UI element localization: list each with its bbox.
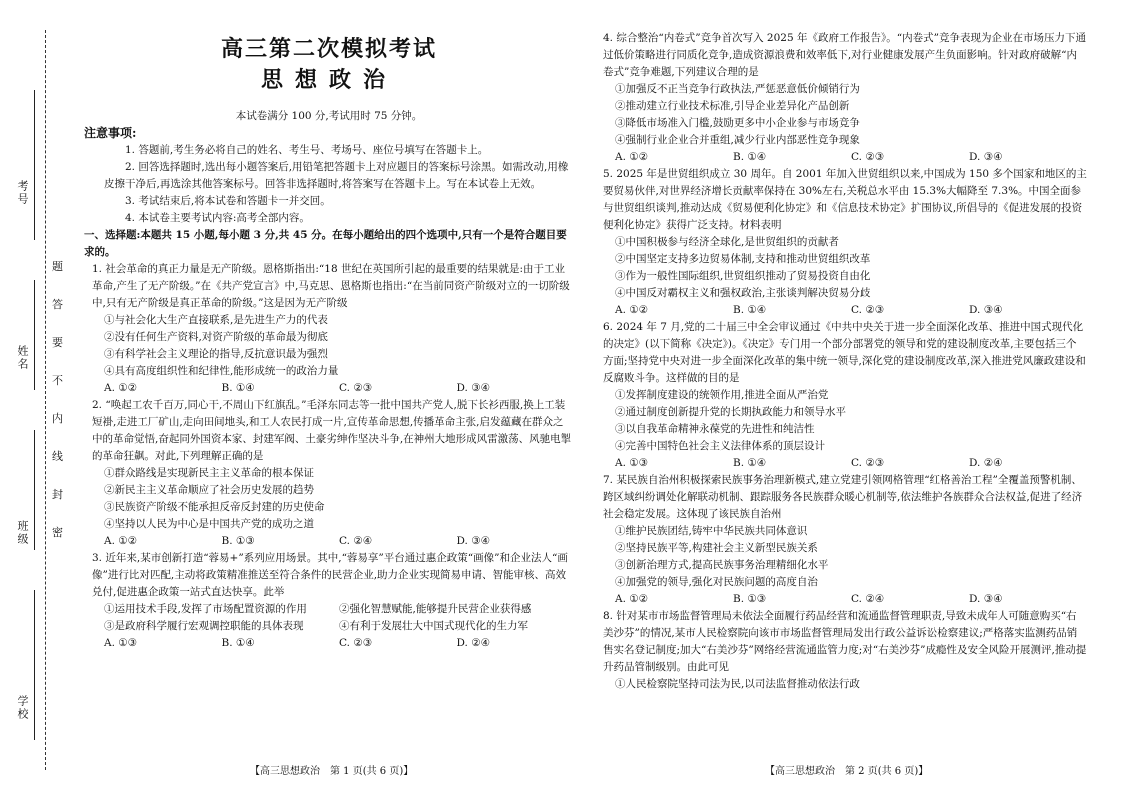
notice-item: 4. 本试卷主要考试内容:高考全部内容。 xyxy=(125,212,310,224)
choice-b: B. ①③ xyxy=(221,535,255,547)
banji-blank xyxy=(34,430,35,550)
question-6 xyxy=(595,319,1087,472)
question-stem: 1. 社会革命的真正力量是无产阶级。恩格斯指出:“18 世纪在英国所引起的最重要的结果就是:由于工业革命,产生了无产阶级。”在《共产党宣言》中,马克思、恩格斯也指出:“在当前同资产阶级对立的一切阶级中,只有无产阶级是真正革命的阶级。”这是因为无产阶级 xyxy=(92,263,570,309)
choice-a: A. ①③ xyxy=(104,637,138,649)
answer-choices xyxy=(595,302,1087,319)
question-stem: 4. 综合整治“内卷式”竞争首次写入 2025 年《政府工作报告》。“内卷式”竞争表现为企业在市场压力下通过低价策略进行同质化竞争,造成资源浪费和效率低下,对行业健康发展产生负面影响。针对政府破解“内卷式”竞争难题,下列建议合理的是 xyxy=(603,32,1086,78)
statement: ④坚持以人民为中心是中国共产党的成功之道 xyxy=(104,518,314,530)
answer-choices xyxy=(595,591,1087,608)
statement: ④强制行业企业合并重组,减少行业内部恶性竞争现象 xyxy=(615,134,860,146)
statement: ②强化智慧赋能,能够提升民营企业获得感 xyxy=(339,603,532,615)
choice-c: C. ②③ xyxy=(339,637,373,649)
label-kaohao: 考号 xyxy=(16,180,29,206)
statement: ①运用技术手段,发挥了市场配置资源的作用 xyxy=(104,603,307,615)
choice-c: C. ②④ xyxy=(339,535,373,547)
choice-b: B. ①④ xyxy=(733,304,767,316)
question-2 xyxy=(84,397,574,550)
answer-choices xyxy=(595,149,1087,166)
statement: ③民族资产阶级不能承担反帝反封建的历史使命 xyxy=(104,501,325,513)
choice-b: B. ①④ xyxy=(221,637,255,649)
choice-b: B. ①④ xyxy=(221,382,255,394)
page-footer-right: 【高三思想政治 第 2 页(共 6 页)】 xyxy=(765,766,929,777)
seal-char: 线 xyxy=(52,450,63,463)
question-stem: 6. 2024 年 7 月,党的二十届三中全会审议通过《中共中央关于进一步全面深化改革、推进中国式现代化的决定》(以下简称《决定》)。《决定》专门用一个部分部署党的领导和党的建设制度改革,主要包括三个方面;坚持党中央对进一步全面深化改革的集中统一领导,深化党的建设制度改革,深入推进党风廉政建设和反腐败斗争。这样做的目的是 xyxy=(603,321,1086,384)
statement: ①群众路线是实现新民主主义革命的根本保证 xyxy=(104,467,314,479)
choice-c: C. ②③ xyxy=(851,304,885,316)
choice-b: B. ①④ xyxy=(733,457,767,469)
subject-title: 思想政治 xyxy=(260,67,397,93)
answer-choices xyxy=(84,533,574,550)
choice-c: C. ②③ xyxy=(339,382,373,394)
question-3 xyxy=(84,550,574,652)
exam-title: 高三第二次模拟考试 xyxy=(220,36,437,62)
statement: ②推动建立行业技术标准,引导企业差异化产品创新 xyxy=(615,100,850,112)
seal-char: 题 xyxy=(52,260,63,273)
question-5 xyxy=(595,166,1087,319)
choice-b: B. ①④ xyxy=(733,151,767,163)
notice-item: 3. 考试结束后,将本试卷和答题卡一并交回。 xyxy=(125,195,331,207)
seal-char: 不 xyxy=(52,374,63,387)
choice-a: A. ①③ xyxy=(615,457,649,469)
left-column xyxy=(84,30,574,652)
choice-b: B. ①③ xyxy=(733,593,767,605)
question-stem: 2. “唤起工农千百万,同心干,不周山下红旗乱。”毛泽东同志等一批中国共产党人,脱下长衫西服,换上工装短褂,走进工厂矿山,走向田间地头,和工人农民打成一片,宣传革命思想,传播革命主张,启发蕴藏在群众之中的革命觉悟,奋起同外国资本家、封建军阀、土豪劣绅作坚决斗争,在神州大地形成风雷激荡、风驰电掣的革命狂飙。对此,下列理解正确的是 xyxy=(92,399,572,462)
seal-char: 封 xyxy=(52,488,63,501)
statement: ③有科学社会主义理论的指导,反抗意识最为强烈 xyxy=(104,348,328,360)
statement: ③以自我革命精神永葆党的先进性和纯洁性 xyxy=(615,423,815,435)
statement: ④加强党的领导,强化对民族问题的高度自治 xyxy=(615,576,818,588)
statement: ①人民检察院坚持司法为民,以司法监督推动依法行政 xyxy=(615,678,860,690)
choice-d: D. ③④ xyxy=(969,151,1003,163)
statement: ②坚持民族平等,构建社会主义新型民族关系 xyxy=(615,542,818,554)
statement: ②通过制度创新提升党的长期执政能力和领导水平 xyxy=(615,406,846,418)
question-7 xyxy=(595,472,1087,608)
answer-choices xyxy=(84,380,574,397)
statement: ③作为一般性国际组织,世贸组织推动了贸易投资自由化 xyxy=(615,270,871,282)
question-stem: 3. 近年来,某市创新打造“蓉易+”系列应用场景。其中,“蓉易享”平台通过惠企政策“画像”和企业法人“画像”进行比对匹配,主动将政策精准推送至符合条件的民营企业,助力企业实现简易申请、智能审核、高效兑付,促进惠企政策一站式直达快享。此举 xyxy=(92,552,568,598)
statement: ②中国坚定支持多边贸易体制,支持和推动世贸组织改革 xyxy=(615,253,871,265)
page-footer-left: 【高三思想政治 第 1 页(共 6 页)】 xyxy=(250,766,414,777)
statement-row xyxy=(84,601,574,618)
question-1 xyxy=(84,261,574,397)
exam-meta: 本试卷满分 100 分,考试用时 75 分钟。 xyxy=(235,110,423,122)
question-stem: 5. 2025 年是世贸组织成立 30 周年。自 2001 年加入世贸组织以来,中国成为 150 多个国家和地区的主要贸易伙伴,对世界经济增长贡献率保持在 30%左右,关税总水平由 15.3%大幅降至 7.3%。中国全面参与世贸组织谈判,推动达成《贸易便利化协定》和《信息技术协定》扩围协议,所倡导的《促进发展的投资便利化协定》获得广泛支持。材料表明 xyxy=(603,168,1087,231)
question-4 xyxy=(595,30,1087,166)
label-banji: 班级 xyxy=(16,520,29,546)
choice-c: C. ②④ xyxy=(851,593,885,605)
choice-a: A. ①② xyxy=(615,304,649,316)
label-xingming: 姓名 xyxy=(16,345,29,371)
statement: ②没有任何生产资料,对资产阶级的革命最为彻底 xyxy=(104,331,328,343)
choice-d: D. ③④ xyxy=(969,593,1003,605)
statement: ①与社会化大生产直接联系,是先进生产力的代表 xyxy=(104,314,328,326)
choice-d: D. ③④ xyxy=(456,382,491,394)
section-heading: 一、选择题:本题共 15 小题,每小题 3 分,共 45 分。在每小题给出的四个选项中,只有一个是符合题目要求的。 xyxy=(84,229,567,258)
statement: ②新民主主义革命顺应了社会历史发展的趋势 xyxy=(104,484,314,496)
statement: ④有利于发展壮大中国式现代化的生力军 xyxy=(339,620,528,632)
statement: ①加强反不正当竞争行政执法,严惩恶意低价倾销行为 xyxy=(615,83,860,95)
choice-a: A. ①② xyxy=(104,535,138,547)
statement-row xyxy=(84,618,574,635)
choice-c: C. ②③ xyxy=(851,151,885,163)
seal-dashed-line xyxy=(45,30,46,770)
statement: ①中国积极参与经济全球化,是世贸组织的贡献者 xyxy=(615,236,839,248)
choice-d: D. ②④ xyxy=(456,637,491,649)
seal-char: 内 xyxy=(52,412,63,425)
statement: ③降低市场准入门槛,鼓励更多中小企业参与市场竞争 xyxy=(615,117,860,129)
statement: ④中国反对霸权主义和强权政治,主张谈判解决贸易分歧 xyxy=(615,287,871,299)
choice-a: A. ①② xyxy=(104,382,138,394)
notice-item: 1. 答题前,考生务必将自己的姓名、考生号、考场号、座位号填写在答题卡上。 xyxy=(125,144,489,156)
choice-a: A. ①② xyxy=(615,151,649,163)
answer-choices xyxy=(84,635,574,652)
choice-d: D. ③④ xyxy=(456,535,491,547)
statement: ③创新治理方式,提高民族事务治理精细化水平 xyxy=(615,559,829,571)
choice-c: C. ②③ xyxy=(851,457,885,469)
xingming-blank xyxy=(34,280,35,390)
seal-char: 要 xyxy=(52,336,63,349)
right-column xyxy=(595,30,1087,693)
statement: ①维护民族团结,铸牢中华民族共同体意识 xyxy=(615,525,808,537)
seal-char: 密 xyxy=(52,526,63,539)
statement: ④具有高度组织性和纪律性,能形成统一的政治力量 xyxy=(104,365,339,377)
notice-item: 2. 回答选择题时,选出每小题答案后,用铅笔把答题卡上对应题目的答案标号涂黑。如需改动,用橡皮擦干净后,再选涂其他答案标号。回答非选择题时,将答案写在答题卡上。写在本试卷上无效。 xyxy=(104,161,569,190)
kaohao-blank xyxy=(34,90,35,240)
question-stem: 7. 某民族自治州积极探索民族事务治理新模式,建立党建引领网格管理“红格善治工程”全覆盖预警机制、跨区域纠纷调处化解联动机制、跟踪服务各民族群众暖心机制等,依法维护各族群众合法权益,促进了经济社会稳定发展。这体现了该民族自治州 xyxy=(603,474,1083,520)
question-stem: 8. 针对某市市场监督管理局未依法全面履行药品经营和流通监督管理职责,导致未成年人可随意购买“右美沙芬”的情况,某市人民检察院向该市市场监督管理局发出行政公益诉讼检察建议;严格落实监测药品销售实名登记制度;加大“右美沙芬”网络经营流通监管力度;对“右美沙芬”成瘾性及安全风险开展测评,推动提升药品管制级别。由此可见 xyxy=(603,610,1087,673)
xuexiao-blank xyxy=(34,590,35,740)
answer-choices xyxy=(595,455,1087,472)
notice-heading: 注意事项: xyxy=(84,126,137,140)
choice-a: A. ①② xyxy=(615,593,649,605)
choice-d: D. ②④ xyxy=(969,457,1003,469)
statement: ③是政府科学履行宏观调控职能的具体表现 xyxy=(104,620,304,632)
choice-d: D. ③④ xyxy=(969,304,1003,316)
statement: ①发挥制度建设的统领作用,推进全面从严治党 xyxy=(615,389,829,401)
binding-margin xyxy=(0,0,80,794)
seal-char: 答 xyxy=(52,298,63,311)
statement: ④完善中国特色社会主义法律体系的顶层设计 xyxy=(615,440,825,452)
label-xuexiao: 学校 xyxy=(16,695,29,721)
question-8 xyxy=(595,608,1087,693)
